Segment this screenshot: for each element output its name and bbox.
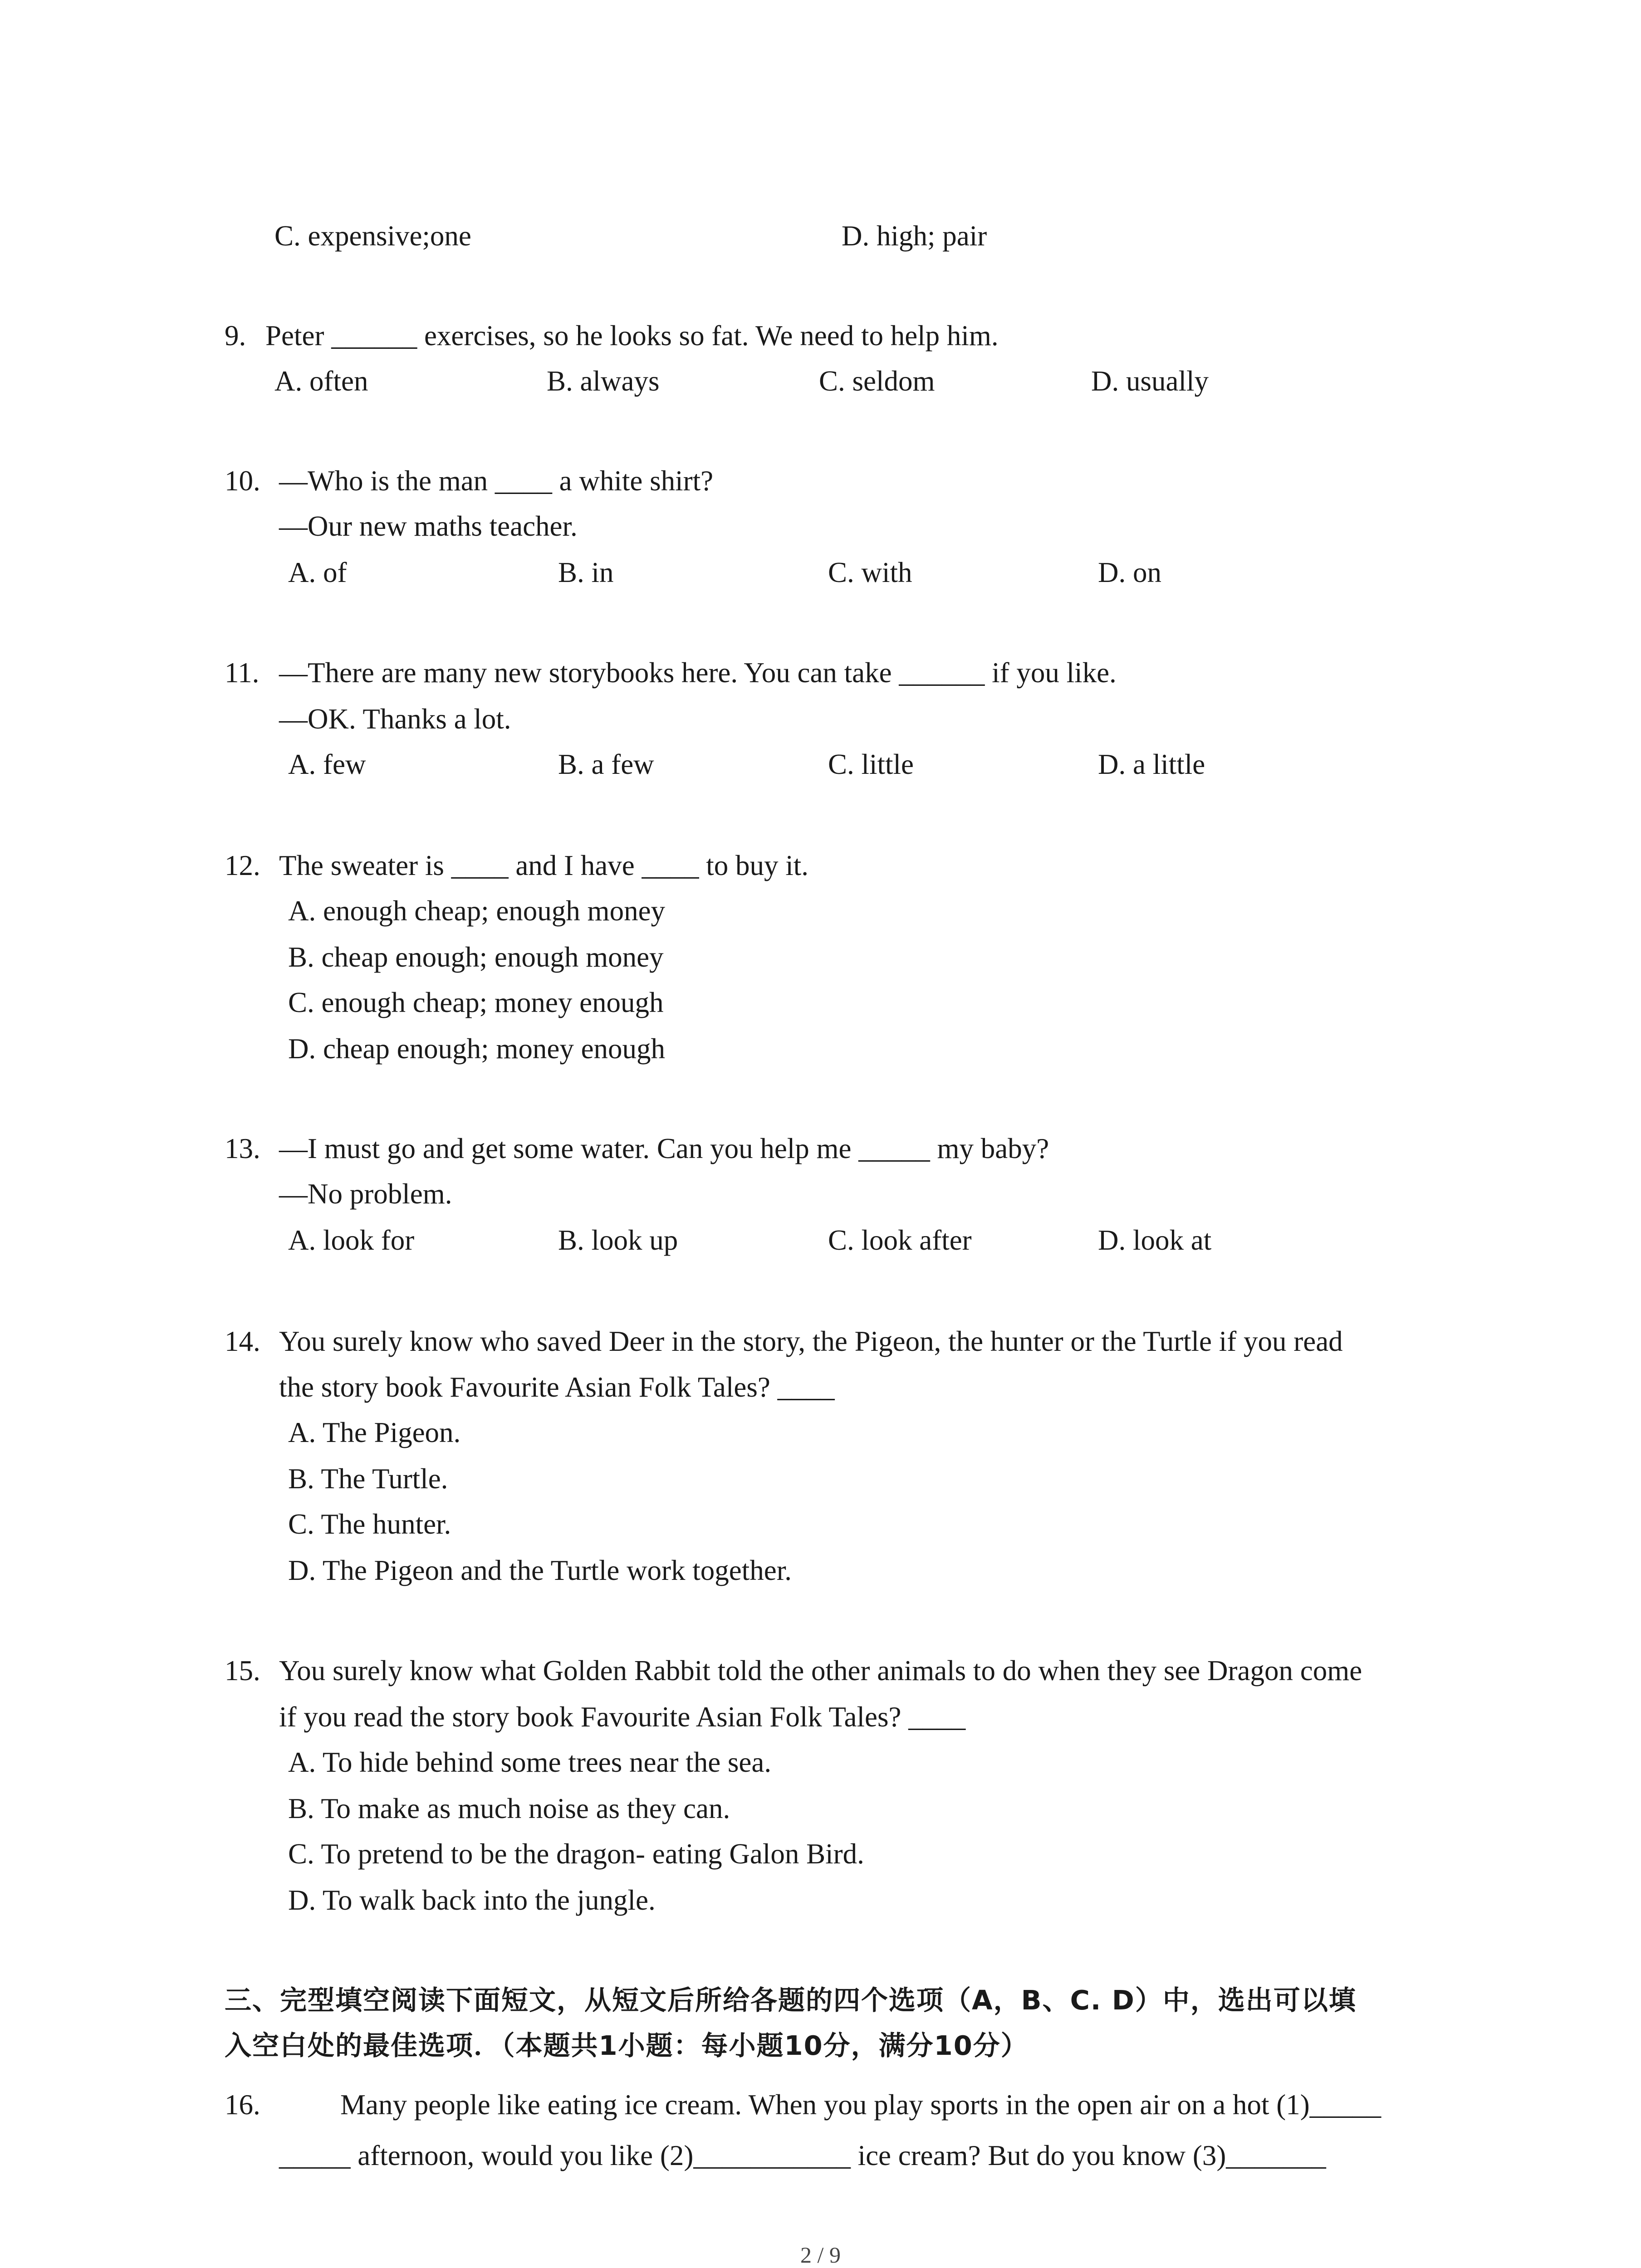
q11-stem-line-2: —OK. Thanks a lot. xyxy=(279,703,511,735)
q12-number: 12. xyxy=(225,850,260,881)
q9-option-d: D. usually xyxy=(1091,365,1209,397)
q13-stem-line-1: —I must go and get some water. Can you help me _____ my baby? xyxy=(279,1133,1049,1164)
q10-option-b: B. in xyxy=(558,557,614,588)
q15-option-b: B. To make as much noise as they can. xyxy=(288,1793,730,1824)
q13-option-a: A. look for xyxy=(288,1224,415,1256)
q11-stem-line-1: —There are many new storybooks here. You can take ______ if you like. xyxy=(279,657,1117,689)
q15-stem-line-1: You surely know what Golden Rabbit told the other animals to do when they see Dragon come xyxy=(279,1655,1362,1686)
q16-number: 16. xyxy=(225,2089,260,2121)
section-heading-line-2: 入空白处的最佳选项．（本题共1小题：每小题10分，满分10分） xyxy=(225,2030,1029,2061)
q11-option-c: C. little xyxy=(828,748,914,780)
q13-option-b: B. look up xyxy=(558,1224,678,1256)
q11-option-b: B. a few xyxy=(558,748,654,780)
q10-option-a: A. of xyxy=(288,557,347,588)
q12-option-a: A. enough cheap; enough money xyxy=(288,895,666,927)
q9-option-b: B. always xyxy=(547,365,660,397)
section-heading-line-1: 三、完型填空阅读下面短文，从短文后所给各题的四个选项（A，B、C. D）中，选出可以填 xyxy=(225,1984,1357,2016)
q10-option-d: D. on xyxy=(1098,557,1161,588)
q13-option-d: D. look at xyxy=(1098,1224,1212,1256)
q8-option-d: D. high; pair xyxy=(842,220,987,252)
q12-option-d: D. cheap enough; money enough xyxy=(288,1033,666,1065)
q14-option-a: A. The Pigeon. xyxy=(288,1417,461,1448)
q15-number: 15. xyxy=(225,1655,260,1686)
q14-number: 14. xyxy=(225,1325,260,1357)
q9-number: 9. xyxy=(225,320,246,352)
q12-option-b: B. cheap enough; enough money xyxy=(288,941,664,973)
q13-option-c: C. look after xyxy=(828,1224,972,1256)
q13-number: 13. xyxy=(225,1133,260,1164)
q14-stem-line-2: the story book Favourite Asian Folk Tales? ____ xyxy=(279,1371,835,1403)
q13-stem-line-2: —No problem. xyxy=(279,1178,452,1210)
q15-stem-line-2: if you read the story book Favourite Asian Folk Tales? ____ xyxy=(279,1701,966,1733)
page-number: 2 / 9 xyxy=(800,2242,841,2268)
q12-option-c: C. enough cheap; money enough xyxy=(288,987,664,1018)
q10-stem-line-1: —Who is the man ____ a white shirt? xyxy=(279,465,714,497)
q16-passage-line-2: _____ afternoon, would you like (2)___________ ice cream? But do you know (3)_______ xyxy=(279,2140,1326,2171)
q10-option-c: C. with xyxy=(828,557,912,588)
q12-stem: The sweater is ____ and I have ____ to buy it. xyxy=(279,850,808,881)
q9-option-a: A. often xyxy=(274,365,368,397)
q11-option-d: D. a little xyxy=(1098,748,1205,780)
q10-number: 10. xyxy=(225,465,260,497)
q14-option-c: C. The hunter. xyxy=(288,1508,451,1540)
q8-option-c: C. expensive;one xyxy=(274,220,471,252)
q14-option-d: D. The Pigeon and the Turtle work together. xyxy=(288,1554,792,1586)
q14-stem-line-1: You surely know who saved Deer in the story, the Pigeon, the hunter or the Turtle if you read xyxy=(279,1325,1343,1357)
q9-option-c: C. seldom xyxy=(819,365,935,397)
q11-number: 11. xyxy=(225,657,260,689)
q16-passage-line-1: Many people like eating ice cream. When you play sports in the open air on a hot (1)_____ xyxy=(340,2089,1381,2121)
q9-stem: Peter ______ exercises, so he looks so fat. We need to help him. xyxy=(265,320,999,352)
q10-stem-line-2: —Our new maths teacher. xyxy=(279,510,578,542)
q11-option-a: A. few xyxy=(288,748,366,780)
q15-option-c: C. To pretend to be the dragon- eating Galon Bird. xyxy=(288,1838,864,1870)
q15-option-d: D. To walk back into the jungle. xyxy=(288,1884,656,1916)
q15-option-a: A. To hide behind some trees near the sea. xyxy=(288,1746,772,1778)
q14-option-b: B. The Turtle. xyxy=(288,1463,448,1495)
